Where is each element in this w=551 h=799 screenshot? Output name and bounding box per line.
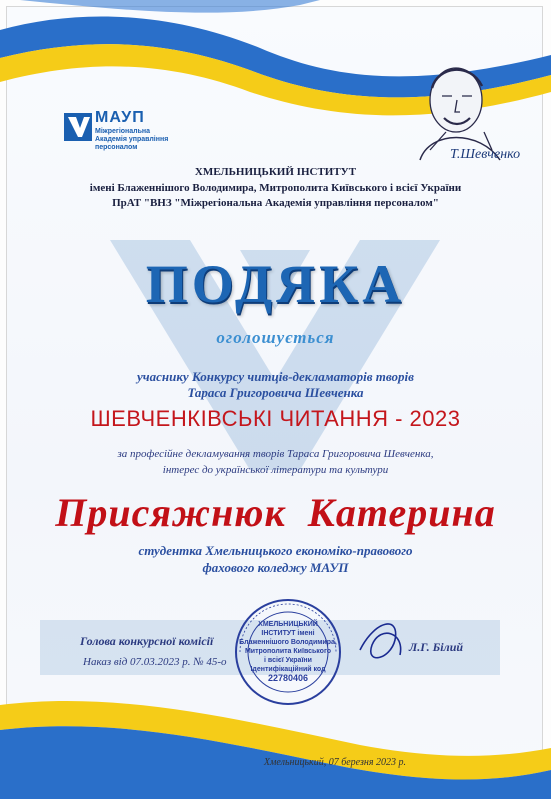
institution-line-2: імені Блаженнішого Володимира, Митрополита Київського і всієї України (89, 182, 462, 194)
signer-name: Л.Г. Білий (409, 640, 464, 654)
reason-line-1: за професійне декламування творів Тараса Григоровича Шевченка, (117, 448, 434, 460)
certificate-title: ПОДЯКА (145, 254, 406, 314)
committee-chair-label: Голова конкурсної комісії (80, 634, 214, 648)
stamp-line: ХМЕЛЬНИЦЬКИЙ (258, 621, 318, 628)
stamp-center-text (236, 600, 340, 704)
institution-line-3: ПрАТ "ВНЗ "Міжрегіональна Академія управління персоналом" (112, 197, 439, 209)
logo-name: МАУП (95, 109, 145, 126)
portrait-signature: Т.Шевченко (450, 147, 521, 162)
logo-subtitle (95, 128, 175, 152)
stamp-line: і всієї України (264, 657, 312, 664)
student-line-2: фахового коледжу МАУП (202, 560, 349, 575)
top-ribbon-shade (20, 0, 320, 13)
logo-subtitle-line: персоналом (95, 144, 138, 151)
logo-subtitle-line: Міжрегіональна (95, 128, 151, 135)
stamp-line: Блаженнішого Володимира, (239, 639, 337, 646)
event-title: ШЕВЧЕНКІВСЬКІ ЧИТАННЯ - 2023 (90, 406, 461, 431)
stamp-line: ІНСТИТУТ імені (261, 630, 315, 637)
participant-line-2: Тараса Григоровича Шевченка (187, 385, 364, 400)
stamp-line: Ідентифікаційний код (250, 666, 326, 673)
recipient-name: Присяжнюк Катерина (55, 490, 496, 535)
reason-line-2: інтерес до української літератури та культури (162, 464, 389, 476)
stamp-line: Митрополита Київського (244, 648, 332, 655)
announced-text: оголошується (216, 328, 335, 347)
participant-line-1: учаснику Конкурсу читців-декламаторів творів (137, 369, 414, 384)
stamp-code: 22780406 (267, 673, 309, 683)
order-reference: Наказ від 07.03.2023 р. № 45-о (83, 656, 227, 668)
student-line-1: студентка Хмельницького економіко-правового (138, 543, 413, 558)
logo-subtitle-line: Академія управління (95, 136, 169, 143)
place-date: Хмельницький, 07 березня 2023 р. (263, 757, 406, 768)
maup-logo-icon (64, 113, 92, 141)
institution-line-1: ХМЕЛЬНИЦЬКИЙ ІНСТИТУТ (194, 166, 357, 178)
